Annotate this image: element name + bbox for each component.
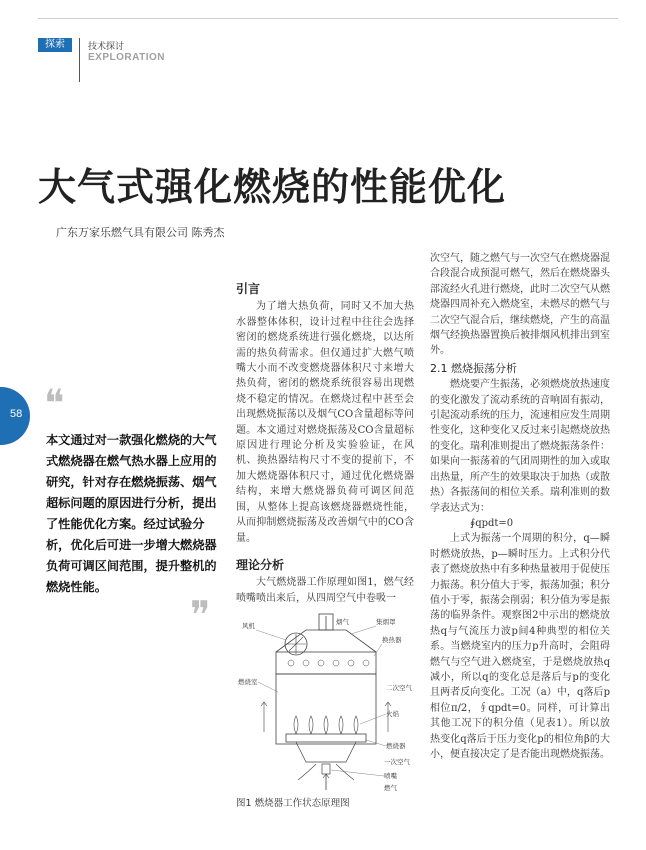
author-line: 广东万家乐燃气具有限公司 陈秀杰 [56,226,225,239]
mixing-tube [296,742,356,762]
label-smoke: 烟气 [336,618,349,626]
nozzle-shape [322,764,330,774]
label-flame: 火焰 [386,710,399,718]
heading-theory: 理论分析 [236,557,285,572]
heading-oscillation: 2.1 燃烧振荡分析 [430,361,517,375]
label-gas: 燃气 [384,784,397,792]
figure-caption: 图1 燃烧器工作状态原理图 [236,798,350,809]
burner-head [286,734,366,742]
secondary-air-arrows [261,702,391,732]
label-nozzle: 喷嘴 [384,772,397,780]
page-number: 58 [10,408,23,420]
theory-paragraph-continued: 次空气，随之燃气与一次空气在燃烧器混合段混合成预混可燃气，然后在燃烧器头部流经火孔进行燃烧，此时二次空气从燃烧器四周补充入燃烧室，未燃尽的燃气与二次空气混合后，继续燃烧，产生的高温烟气经换热器置换后被排烟风机排出到室外。 [430,253,610,357]
theory-paragraph: 大气燃烧器工作原理如图1，燃气经喷嘴喷出来后，从四周空气中卷吸一 [236,577,414,604]
label-chamber: 燃烧室 [238,678,258,686]
heading-intro: 引言 [236,282,261,296]
section-name: 技术探讨 [88,42,125,52]
label-secondary-air: 二次空气 [386,684,412,692]
intro-paragraph: 为了增大热负荷，同时又不加大热水器整体体积，设计过程中往往会选择密闭的燃烧系统进行强化燃烧，以达所需的热负荷需求。但仅通过扩大燃气喷嘴大小而不改变燃烧器体积尺寸来增大热负荷，密闭的燃烧系统很容易出现燃烧不稳定的情况。在燃烧过程中甚至会出现燃烧振荡以及烟气CO含量超标等问题。本文通过对燃烧振荡及CO含量超标原因进行理论分析及实验验证，在风机、换热器结构尺寸不变的提前下，不加大燃烧器体积尺寸，通过优化燃烧器结构，来增大燃烧器负荷可调区间范围，从整体上提高该燃烧器燃烧性能，从而抑制燃烧振荡及改善烟气中的CO含量。 [236,301,414,544]
header-divider [79,38,80,82]
label-heat-exchanger: 换热器 [382,636,402,644]
heat-exchanger [276,652,376,674]
oscillation-paragraph-2: 上式为振荡一个周期的积分，q—瞬时燃烧放热，p—瞬时压力。上式积分代表了燃烧放热中有多种热量被用于促使压力振荡。积分值大于零，振荡加强；积分值小于零，振荡会削弱；积分值为零是振荡的临界条件。观察图2中示出的燃烧放热q与气流压力波p间4种典型的相位关系。当燃烧室内的压力p升高时，会阻碍燃气与空气进入燃烧室，于是燃烧放热q减小，所以q的变化总是落后与p的变化且两者反向变化。工况（a）中，q落后p相位π/2，∮qpdt=0。同样，可计算出其他工况下的积分值（见表1）。所以放热变化q落后于压力变化p的相位角β的大小，便直接决定了是否能出现燃烧振荡。 [430,533,610,760]
open-quote-icon: ❝ [44,381,65,425]
oscillation-paragraph-1: 燃烧要产生振荡，必须燃烧放热速度的变化激发了流动系统的音响固有振动，引起流动系统的压力，流速相应发生周期性变化，这种变化又反过来引起燃烧放热的变化。瑞利准则提出了燃烧振荡条件：如果向一振荡着的气团周期性的加入或取出热量，所产生的效果取决于加热（或散热）各振荡间的相位关系。瑞利准则的数学表达式为： [430,379,610,514]
article-title: 大气式强化燃烧的性能优化 [38,165,507,209]
burner-diagram [236,612,422,792]
label-burner: 燃烧器 [386,742,406,750]
rayleigh-formula: ∮qpdt=0 [470,517,514,529]
close-quote-icon: ❞ [190,593,211,637]
flame-icons [294,716,358,734]
column-middle [236,282,414,606]
label-exhaust-hood: 集烟罩 [376,618,396,626]
section-tag: 探索 [38,38,72,52]
label-fan: 风机 [242,622,255,630]
header-rule [38,18,618,19]
label-primary-air: 一次空气 [384,758,410,766]
column-right [430,251,610,762]
section-name-en: EXPLORATION [88,52,165,63]
abstract: 本文通过对一款强化燃烧的大气式燃烧器在燃气热水器上应用的研究，针对存在燃烧振荡、烟气超标问题的原因进行分析，提出了性能优化方案。经过试验分析，优化后可进一步增大燃烧器负荷可调区间范围，提升整机的燃烧性能。 [46,433,217,594]
